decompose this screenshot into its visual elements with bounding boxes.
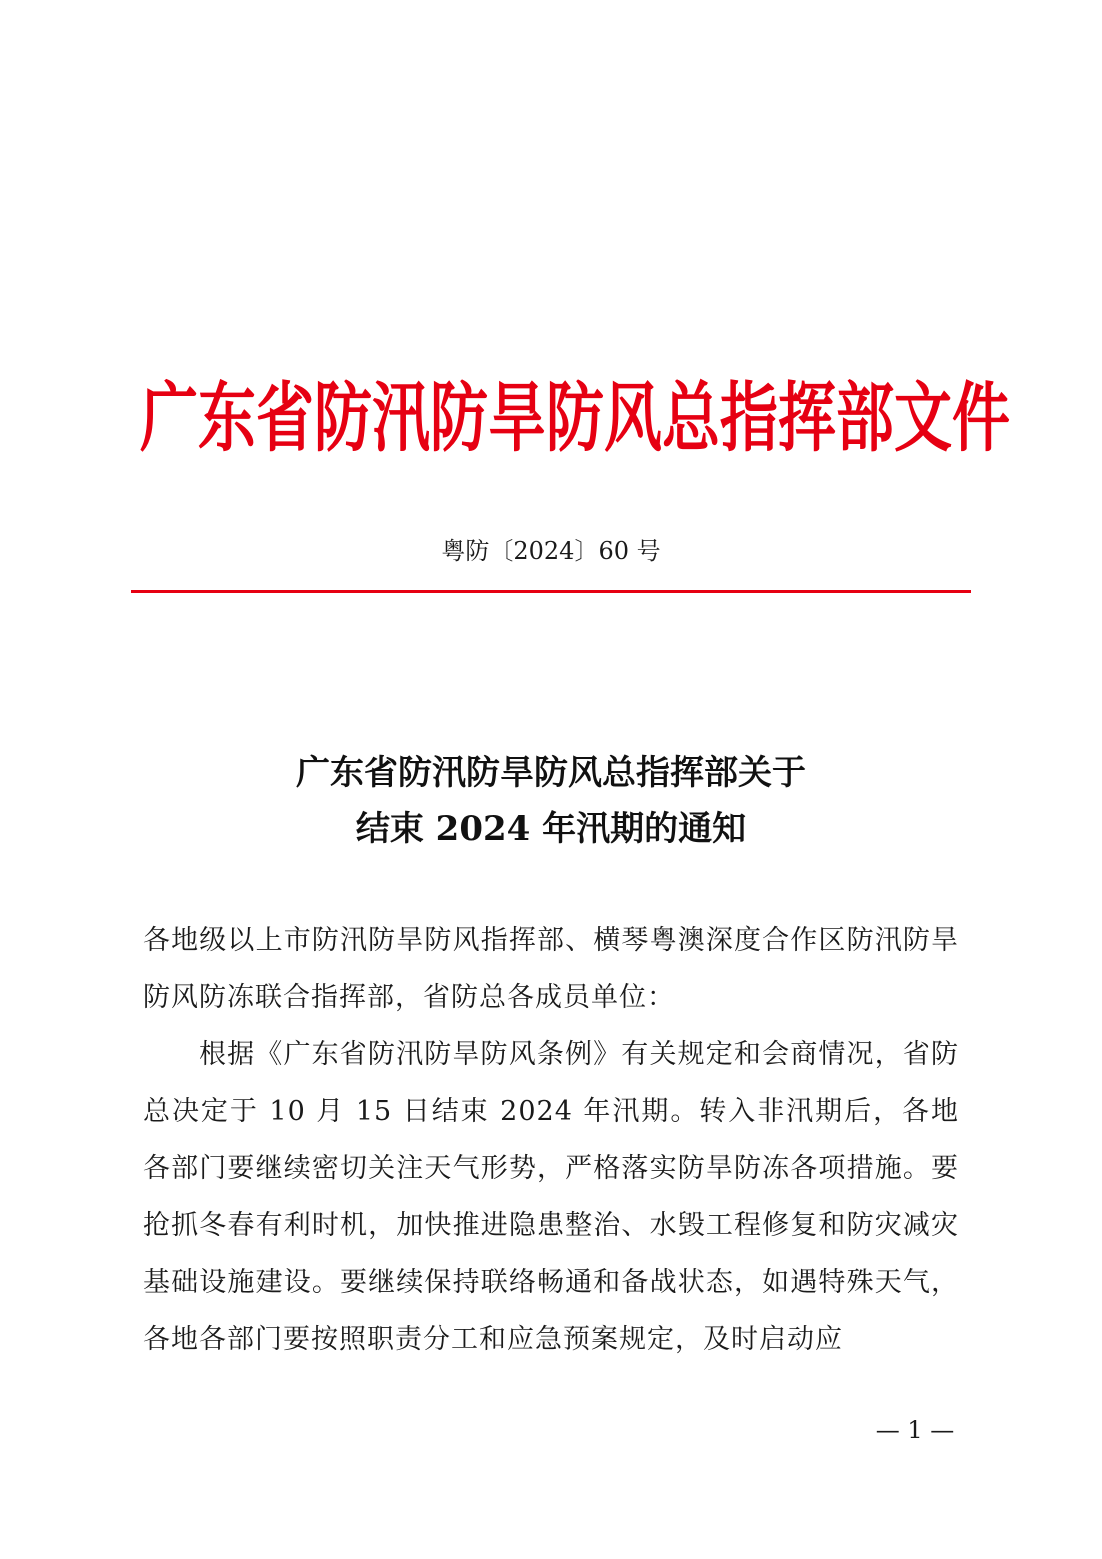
page-number: — 1 —: [875, 1416, 955, 1444]
addressee-paragraph: 各地级以上市防汛防旱防风指挥部、横琴粤澳深度合作区防汛防旱防风防冻联合指挥部，省防总各成员单位：: [143, 925, 959, 1013]
document-number: 粤防〔2024〕60 号: [441, 537, 661, 565]
notice-title-line-2: 结束 2024 年汛期的通知: [355, 809, 747, 849]
notice-title-line-1: 广东省防汛防旱防风总指挥部关于: [296, 753, 806, 793]
document-masthead: 广东省防汛防旱防风总指挥部文件: [140, 373, 1011, 463]
notice-body: [143, 912, 959, 1368]
red-divider-line: [131, 590, 971, 593]
body-paragraph: 根据《广东省防汛防旱防风条例》有关规定和会商情况，省防总决定于 10 月 15 日结束 2024 年汛期。转入非汛期后，各地各部门要继续密切关注天气形势，严格落实防旱防冻各项措施。要抢抓冬春有利时机，加快推进隐患整治、水毁工程修复和防灾减灾基础设施建设。要继续保持联络畅通和备战状态，如遇特殊天气，各地各部门要按照职责分工和应急预案规定，及时启动应: [143, 1039, 959, 1355]
notice-title: [0, 745, 1102, 857]
